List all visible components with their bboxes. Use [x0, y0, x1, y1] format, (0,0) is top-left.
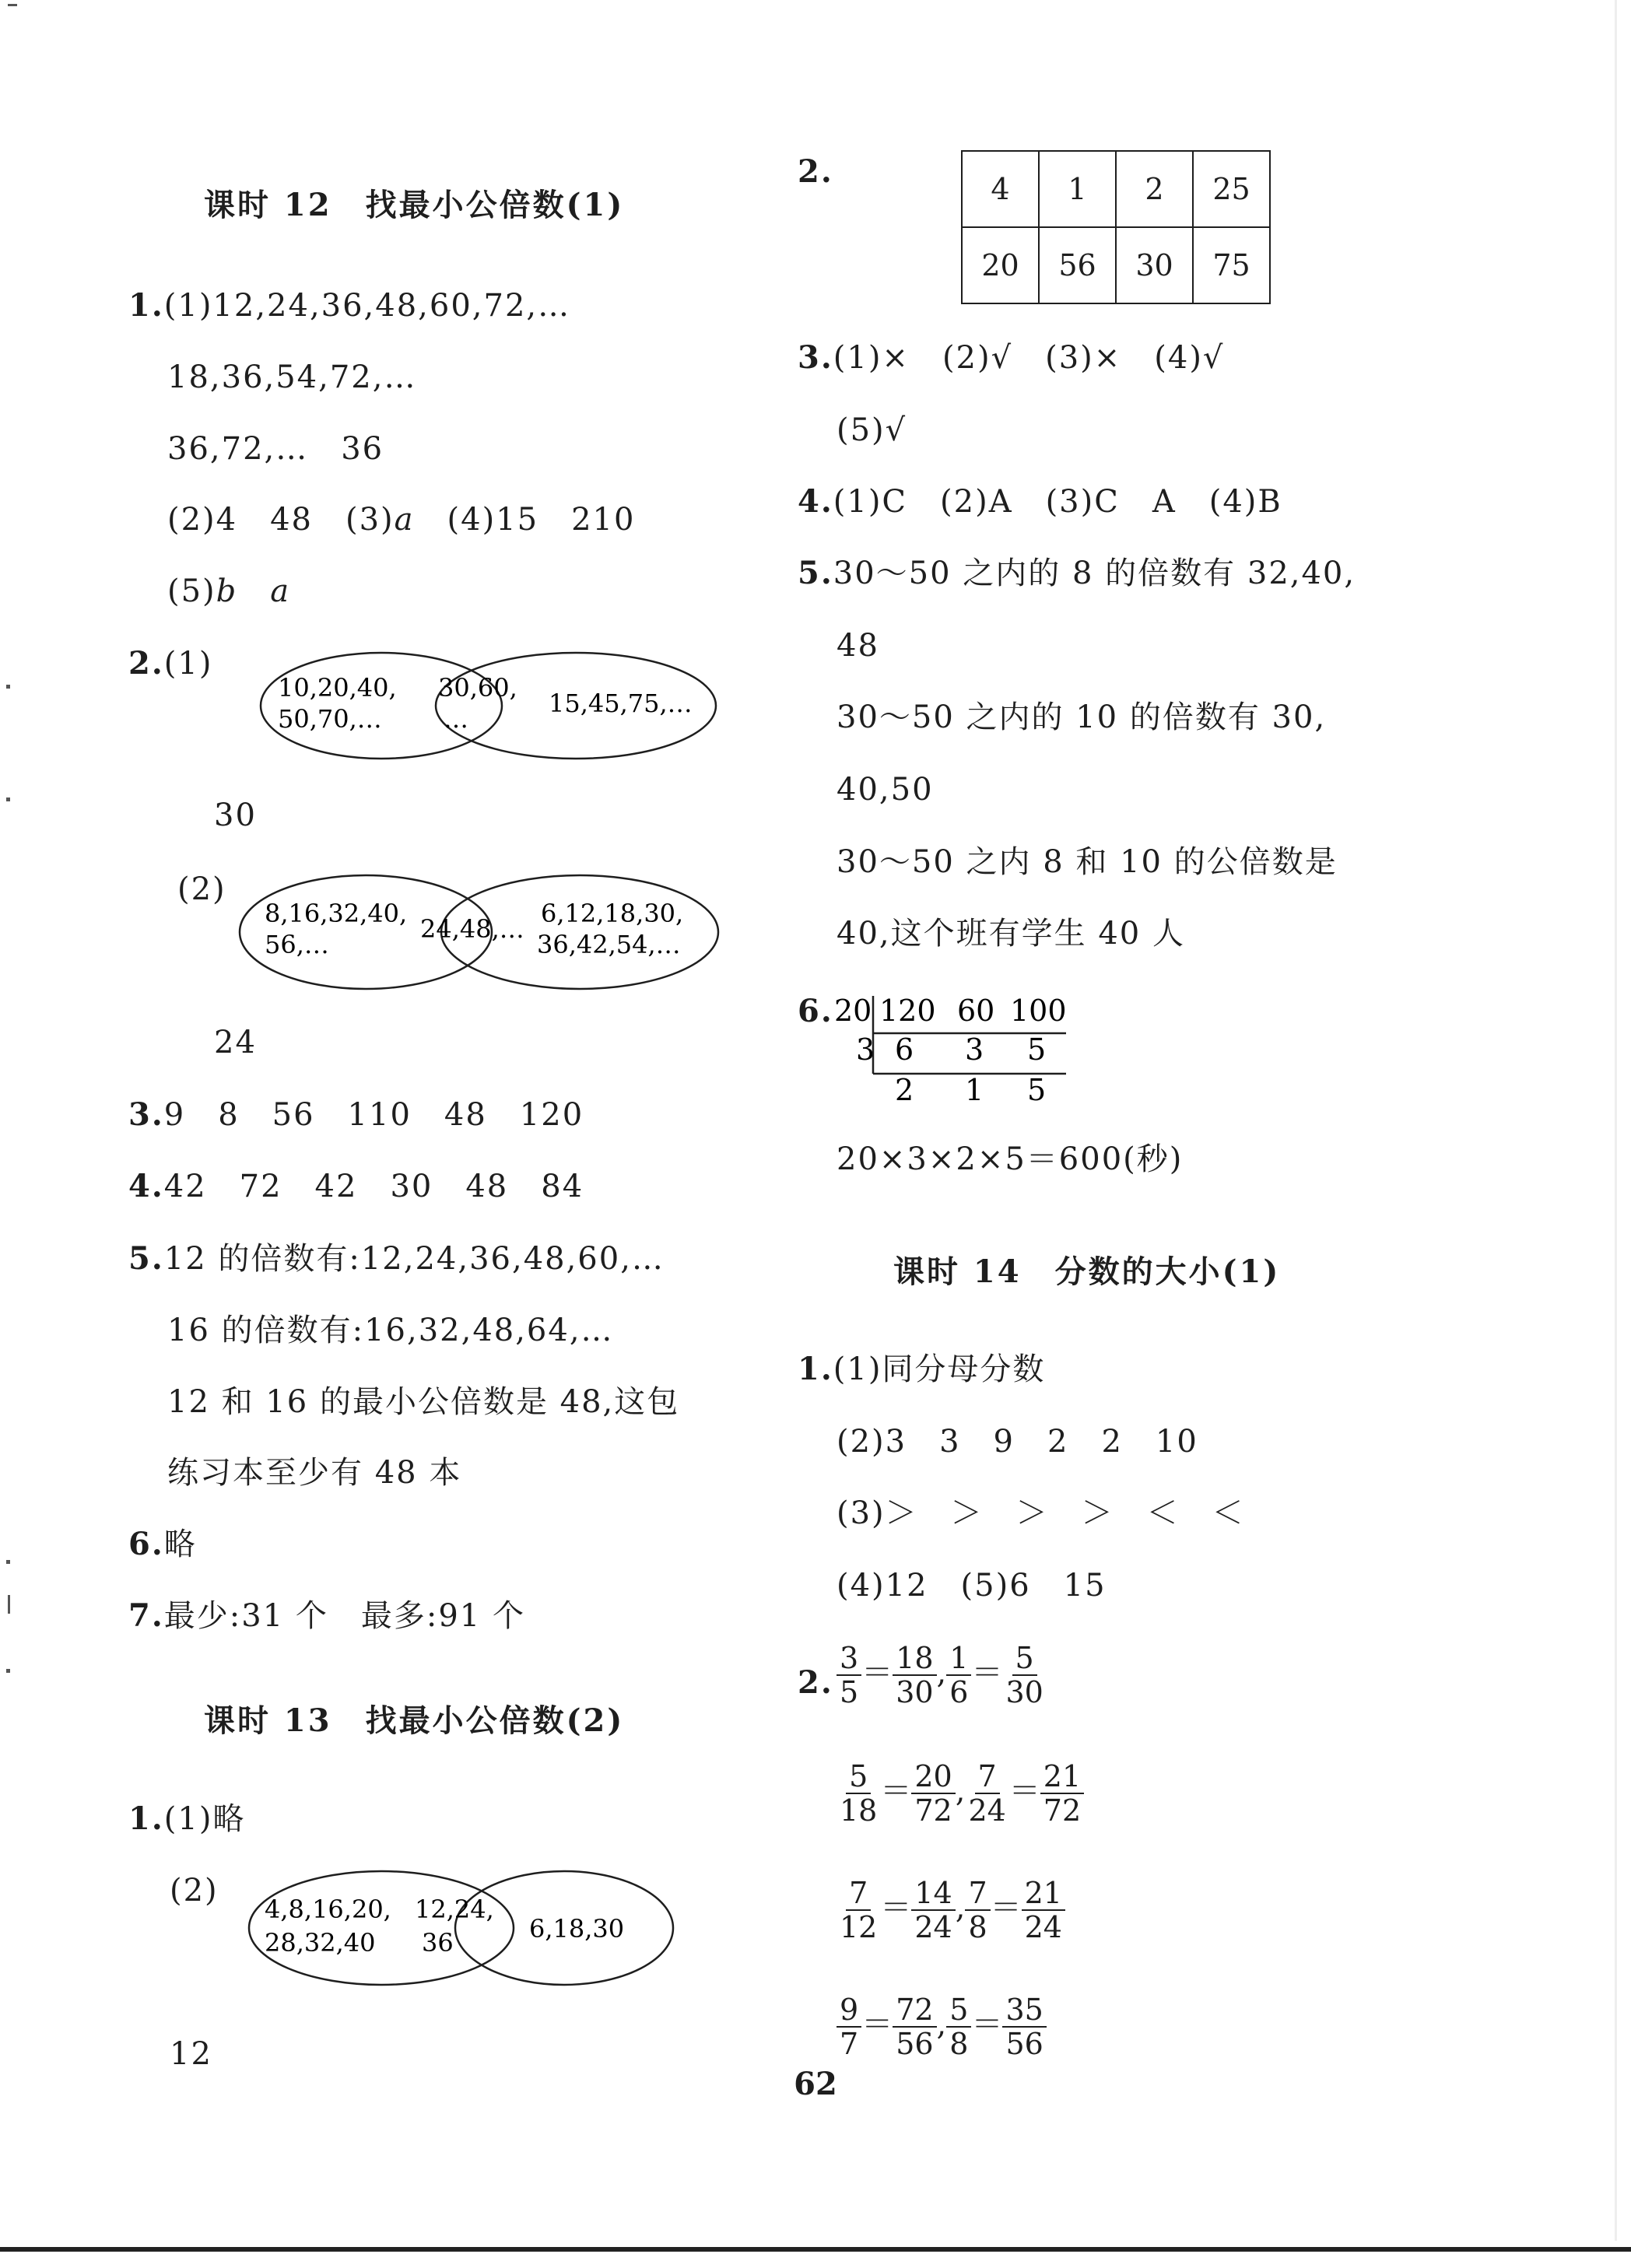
venn-diagram-1	[245, 650, 720, 766]
scan-mark	[6, 685, 10, 689]
denominator: 56	[896, 2027, 934, 2061]
fraction	[965, 1877, 990, 1944]
scan-mark	[8, 4, 17, 6]
answer-text	[237, 573, 270, 609]
answer-line: (3)＞ ＞ ＞ ＞ ＜ ＜	[837, 1495, 1245, 1531]
scan-mark	[6, 1669, 10, 1673]
lesson-12-title: 课时 12 找最小公倍数(1)	[204, 187, 625, 223]
denominator: 24	[914, 1910, 952, 1944]
fraction	[911, 1877, 955, 1944]
numerator: 5	[946, 1993, 971, 2028]
answer-text: 12 的倍数有:12,24,36,48,60,…	[163, 1241, 665, 1277]
question-2	[128, 644, 212, 683]
question-number: 1.	[128, 1800, 164, 1837]
equals-sign: ＝	[861, 1655, 893, 1691]
fraction	[893, 1993, 936, 2060]
question-3	[128, 1095, 584, 1134]
fraction	[946, 1993, 971, 2060]
table-cell: 1	[1039, 151, 1116, 227]
venn-left-set: 4,8,16,20,	[265, 1895, 391, 1924]
question-3	[798, 338, 1224, 377]
question-number: 2.	[798, 1664, 833, 1701]
venn-left-set: 10,20,40,	[278, 673, 397, 703]
table-cell: 30	[1116, 227, 1193, 303]
divisor: 20	[834, 994, 872, 1028]
equals-sign: ＝	[880, 1890, 912, 1926]
question-number: 2.	[798, 153, 833, 190]
denominator: 72	[1043, 1793, 1082, 1828]
question-5	[128, 1239, 665, 1278]
part-label: (2)	[177, 871, 226, 907]
fraction	[1002, 1993, 1046, 2060]
answer-line: 12	[170, 2036, 212, 2072]
separator: ,	[955, 1773, 966, 1809]
fraction-equation-row	[837, 1760, 1084, 1827]
fraction	[1022, 1877, 1065, 1944]
question-5	[798, 554, 1356, 593]
numerator: 72	[893, 1993, 936, 2028]
answer-line: 16 的倍数有:16,32,48,64,…	[167, 1313, 614, 1348]
equals-sign: ＝	[971, 2007, 1003, 2042]
numerator: 5	[1012, 1642, 1037, 1676]
part-label: (2)	[170, 1873, 219, 1909]
answer-table	[961, 150, 1271, 304]
quotient: 6	[895, 1032, 914, 1067]
question-4	[798, 482, 1282, 521]
denominator: 7	[840, 2027, 859, 2061]
numerator: 21	[1040, 1760, 1084, 1794]
question-number: 1.	[798, 1351, 833, 1387]
venn-right-set: 6,18,30	[529, 1914, 625, 1944]
question-6	[128, 1525, 197, 1564]
venn-left-set: 50,70,…	[278, 704, 382, 734]
answer-line: 20×3×2×5＝600(秒)	[837, 1141, 1184, 1177]
answer-line: (5)√	[837, 412, 907, 448]
fraction	[837, 1642, 861, 1709]
question-number: 5.	[798, 555, 833, 591]
question-number: 5.	[128, 1240, 164, 1277]
answer-line	[167, 572, 290, 611]
answer-line	[167, 500, 635, 539]
question-1	[128, 286, 570, 325]
answer-line: 18,36,54,72,…	[167, 359, 417, 395]
question-number: 6.	[798, 993, 833, 1029]
denominator: 30	[1005, 1675, 1043, 1709]
question-number: 3.	[798, 339, 833, 376]
answer-text: (1)C (2)A (3)C A (4)B	[833, 484, 1282, 520]
answer-text: (2)4 48 (3)	[167, 502, 395, 538]
question-number: 1.	[128, 287, 164, 324]
answer-line: (4)12 (5)6 15	[837, 1568, 1107, 1604]
denominator: 56	[1005, 2027, 1043, 2061]
part-label: (1)	[163, 646, 213, 682]
venn-left-set: 56,…	[265, 930, 329, 959]
fraction	[893, 1642, 936, 1709]
quotient: 5	[1027, 1032, 1047, 1067]
answer-line: 30～50 之内 8 和 10 的公倍数是	[837, 844, 1338, 880]
quotient: 3	[965, 1032, 984, 1067]
denominator: 72	[914, 1793, 952, 1828]
venn-intersection: 30,60,	[438, 673, 517, 703]
question-number: 4.	[798, 483, 833, 520]
separator: ,	[955, 1890, 966, 1926]
fraction	[1002, 1642, 1046, 1709]
answer-text: (1)略	[163, 1801, 246, 1837]
dividend: 60	[957, 994, 995, 1028]
fraction	[946, 1642, 971, 1709]
fraction	[1040, 1760, 1084, 1827]
divisor: 3	[856, 1032, 875, 1067]
denominator: 12	[840, 1910, 878, 1944]
scan-mark	[1615, 0, 1617, 2241]
answer-text: 最少:31 个 最多:91 个	[163, 1598, 525, 1634]
question-1	[128, 1800, 245, 1839]
answer-text: 9 8 56 110 48 120	[163, 1097, 584, 1133]
denominator: 5	[840, 1675, 859, 1709]
numerator: 7	[965, 1877, 990, 1911]
answer-line: 40,这个班有学生 40 人	[837, 916, 1185, 952]
venn-right-set: 15,45,75,…	[549, 689, 693, 718]
fraction-equation-row	[837, 1877, 1065, 1944]
table-cell: 75	[1193, 227, 1270, 303]
fraction	[965, 1760, 1008, 1827]
venn-intersection: 36	[422, 1928, 454, 1958]
answer-text: (4)15 210	[414, 502, 636, 538]
numerator: 35	[1002, 1993, 1046, 2028]
answer-variable: b	[216, 573, 238, 609]
answer-text: 30～50 之内的 8 的倍数有 32,40,	[833, 556, 1356, 591]
numerator: 14	[911, 1877, 955, 1911]
table-cell: 2	[1116, 151, 1193, 227]
numerator: 18	[893, 1642, 936, 1676]
answer-text: 略	[163, 1527, 197, 1562]
question-number: 3.	[128, 1096, 164, 1133]
table-row	[962, 151, 1270, 227]
numerator: 1	[946, 1642, 971, 1676]
numerator: 7	[846, 1877, 871, 1911]
question-7	[128, 1597, 525, 1635]
numerator: 3	[837, 1642, 861, 1676]
numerator: 21	[1022, 1877, 1065, 1911]
equals-sign: ＝	[990, 1890, 1022, 1926]
table-cell: 56	[1039, 227, 1116, 303]
venn-diagram-2	[233, 871, 731, 996]
table-cell: 25	[1193, 151, 1270, 227]
answer-text: (1)× (2)√ (3)× (4)√	[833, 340, 1225, 376]
dividend: 100	[1010, 994, 1067, 1028]
equals-sign: ＝	[880, 1773, 912, 1809]
answer-text: 42 72 42 30 48 84	[163, 1169, 584, 1204]
numerator: 7	[975, 1760, 1000, 1794]
separator: ,	[936, 1655, 947, 1691]
equals-sign: ＝	[861, 2007, 893, 2042]
fraction-equation-row	[837, 1993, 1047, 2060]
answer-line: 24	[214, 1025, 257, 1060]
answer-text: (5)	[167, 573, 216, 609]
answer-line: (1)12,24,36,48,60,72,…	[163, 288, 571, 324]
scan-mark	[6, 1560, 10, 1564]
venn-intersection: 24,48,…	[420, 914, 524, 944]
bottom-rule	[0, 2247, 1631, 2252]
fraction	[837, 1993, 861, 2060]
denominator: 30	[896, 1675, 934, 1709]
numerator: 5	[846, 1760, 871, 1794]
answer-line: 练习本至少有 48 本	[167, 1455, 462, 1491]
table-cell: 4	[962, 151, 1039, 227]
answer-line: 36,72,… 36	[167, 431, 384, 467]
denominator: 24	[1024, 1910, 1062, 1944]
answer-variable: a	[270, 573, 291, 609]
venn-intersection: …	[444, 704, 468, 734]
answer-text: (1)同分母分数	[833, 1351, 1046, 1387]
answer-line: 30	[214, 797, 257, 833]
answer-line: (2)3 3 9 2 2 10	[837, 1424, 1198, 1460]
question-number: 4.	[128, 1168, 164, 1204]
denominator: 6	[949, 1675, 969, 1709]
dividend: 120	[879, 994, 936, 1028]
venn-left-set: 28,32,40	[265, 1928, 376, 1958]
page-number: 62	[794, 2066, 837, 2102]
question-number: 2.	[128, 645, 164, 682]
denominator: 24	[968, 1793, 1006, 1828]
venn-left-set: 8,16,32,40,	[265, 899, 408, 928]
venn-intersection: 12,24,	[415, 1895, 494, 1924]
table-row	[962, 227, 1270, 303]
denominator: 18	[840, 1793, 878, 1828]
remainder-row: 5	[1027, 1073, 1047, 1107]
answer-variable: a	[394, 502, 415, 538]
separator: ,	[936, 2007, 947, 2042]
numerator: 20	[911, 1760, 955, 1794]
venn-right-set: 6,12,18,30,	[541, 899, 684, 928]
fraction	[837, 1760, 880, 1827]
question-number: 7.	[128, 1597, 164, 1634]
venn-diagram-3	[241, 1867, 677, 1992]
short-division	[833, 988, 1089, 1124]
equals-sign: ＝	[971, 1655, 1003, 1691]
lesson-14-title: 课时 14 分数的大小(1)	[893, 1253, 1281, 1290]
denominator: 8	[968, 1910, 987, 1944]
question-4	[128, 1167, 584, 1206]
lesson-13-title: 课时 13 找最小公倍数(2)	[204, 1702, 625, 1739]
answer-line: 40,50	[837, 772, 934, 808]
remainder-row: 1	[965, 1073, 984, 1107]
answer-line: 48	[837, 628, 879, 664]
question-1	[798, 1350, 1045, 1389]
equals-sign: ＝	[1008, 1773, 1040, 1809]
denominator: 8	[949, 2027, 969, 2061]
question-number: 6.	[128, 1526, 164, 1562]
answer-line: 30～50 之内的 10 的倍数有 30,	[837, 699, 1327, 735]
fraction-equation-row	[837, 1642, 1047, 1709]
numerator: 9	[837, 1993, 861, 2028]
remainder-row: 2	[895, 1073, 914, 1107]
fraction	[837, 1877, 880, 1944]
scan-mark	[8, 1595, 10, 1614]
table-cell: 20	[962, 227, 1039, 303]
scan-mark	[6, 797, 10, 801]
fraction	[911, 1760, 955, 1827]
venn-right-set: 36,42,54,…	[537, 930, 681, 959]
answer-line: 12 和 16 的最小公倍数是 48,这包	[167, 1384, 680, 1420]
